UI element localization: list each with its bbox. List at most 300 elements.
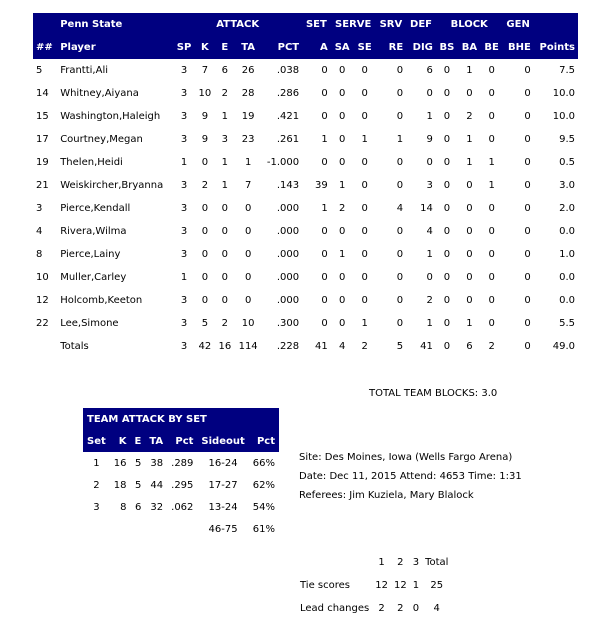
stat-cell: 3 bbox=[180, 134, 188, 145]
stat-cell: 0 bbox=[488, 111, 495, 122]
column-header: SE bbox=[354, 36, 376, 59]
stat-cell: 5.5 bbox=[559, 318, 575, 329]
stat-cell: 9 bbox=[426, 134, 433, 145]
attack-by-set-cell: 54% bbox=[252, 501, 275, 513]
stat-cell: 0 bbox=[339, 88, 346, 99]
player-name: Thelen,Heidi bbox=[60, 157, 123, 168]
stat-cell: 4 bbox=[426, 226, 433, 237]
stat-cell: 1 bbox=[221, 157, 229, 168]
attack-by-set-cell: 62% bbox=[252, 479, 275, 491]
tie-cell: 12 bbox=[393, 580, 407, 591]
stat-cell: 1 bbox=[361, 134, 368, 145]
stat-cell: 0 bbox=[339, 134, 346, 145]
stat-cell: 0 bbox=[201, 295, 209, 306]
stat-cell: .261 bbox=[276, 134, 300, 145]
stat-cell: 0 bbox=[524, 249, 531, 260]
stat-cell: 1 bbox=[321, 134, 328, 145]
player-name: Pierce,Lainy bbox=[60, 249, 121, 260]
stat-cell: 0 bbox=[443, 111, 451, 122]
stat-cell: 0 bbox=[201, 272, 209, 283]
stat-cell: 0 bbox=[361, 249, 368, 260]
tie-row bbox=[297, 574, 451, 597]
stat-cell: 0 bbox=[443, 180, 451, 191]
attack-by-set-cell: 17-27 bbox=[208, 479, 238, 491]
stat-cell: .300 bbox=[276, 318, 300, 329]
tie-cell: 12 bbox=[375, 580, 388, 591]
stat-cell: 0.5 bbox=[559, 157, 575, 168]
box-column-header-row bbox=[33, 36, 578, 59]
stat-cell: 1 bbox=[396, 134, 404, 145]
stat-cell: 0 bbox=[466, 249, 473, 260]
total-cell: 41 bbox=[314, 341, 328, 352]
stat-cell: 0 bbox=[361, 295, 368, 306]
stat-cell: 0 bbox=[466, 88, 473, 99]
stat-cell: 0 bbox=[201, 157, 209, 168]
stat-cell: 0 bbox=[361, 157, 368, 168]
stat-cell: 0 bbox=[443, 249, 451, 260]
stat-cell: 10 bbox=[36, 272, 49, 283]
total-cell: 42 bbox=[198, 341, 212, 352]
stat-cell: 0 bbox=[524, 88, 531, 99]
stat-cell: .421 bbox=[276, 111, 300, 122]
stat-cell: 0 bbox=[221, 203, 229, 214]
stat-cell: 3 bbox=[180, 65, 188, 76]
attack-by-set-cell: 16-24 bbox=[208, 457, 238, 469]
stat-cell: 0 bbox=[466, 226, 473, 237]
stat-cell: 26 bbox=[241, 65, 255, 76]
column-header: SP bbox=[173, 36, 195, 59]
attack-by-set-cell: 61% bbox=[252, 523, 275, 535]
stat-cell: 0 bbox=[221, 226, 229, 237]
attack-by-set-cell: 38 bbox=[150, 457, 164, 469]
totals-label: Totals bbox=[60, 341, 89, 352]
gen-group-header: GEN bbox=[503, 13, 534, 36]
stat-cell: 7 bbox=[244, 180, 252, 191]
stat-cell: .000 bbox=[276, 295, 300, 306]
stat-cell: 0 bbox=[244, 295, 252, 306]
column-header: RE bbox=[376, 36, 406, 59]
stat-cell: 1 bbox=[426, 111, 433, 122]
attack-by-set-row bbox=[83, 496, 279, 518]
stat-cell: 10 bbox=[198, 88, 212, 99]
stat-cell: 1 bbox=[426, 249, 433, 260]
attack-by-set-title-row bbox=[83, 408, 279, 430]
column-header: K bbox=[195, 36, 215, 59]
player-row bbox=[33, 243, 578, 266]
stat-cell: 3 bbox=[180, 226, 188, 237]
stat-cell: 22 bbox=[36, 318, 49, 329]
stat-cell: 19 bbox=[241, 111, 255, 122]
column-header: PCT bbox=[261, 36, 302, 59]
total-cell: .228 bbox=[276, 341, 300, 352]
stat-cell: 2 bbox=[221, 318, 229, 329]
stat-cell: 0 bbox=[321, 318, 328, 329]
attack-by-set-cell bbox=[83, 518, 110, 540]
total-cell: 0 bbox=[443, 341, 451, 352]
stat-cell: 0 bbox=[488, 88, 495, 99]
stat-cell: 0 bbox=[466, 295, 473, 306]
stat-cell: .000 bbox=[276, 226, 300, 237]
attack-by-set-cell: 46-75 bbox=[208, 523, 238, 535]
tie-column: Total bbox=[425, 557, 449, 568]
attack-by-set-column: K bbox=[110, 430, 131, 452]
stat-cell: 0 bbox=[201, 249, 209, 260]
tie-column: 1 bbox=[378, 557, 385, 568]
stat-cell: 2 bbox=[201, 180, 209, 191]
stat-cell: 0.0 bbox=[559, 272, 575, 283]
stat-cell: 0 bbox=[488, 203, 495, 214]
stat-cell: 14 bbox=[36, 88, 49, 99]
stat-cell: 0 bbox=[443, 318, 451, 329]
attack-by-set-cell: 66% bbox=[252, 457, 275, 469]
stat-cell: 0 bbox=[396, 249, 404, 260]
stat-cell: 0 bbox=[321, 111, 328, 122]
stat-cell: 14 bbox=[420, 203, 433, 214]
stat-cell: 0 bbox=[361, 272, 368, 283]
stat-cell: 7 bbox=[201, 65, 209, 76]
stat-cell: 0 bbox=[466, 203, 473, 214]
box-group-header-row bbox=[33, 13, 578, 36]
stat-cell: 1 bbox=[466, 134, 473, 145]
team-attack-by-set-table bbox=[83, 408, 279, 540]
stat-cell: 19 bbox=[36, 157, 49, 168]
stat-cell: 0 bbox=[396, 318, 404, 329]
stat-cell: 1 bbox=[339, 180, 346, 191]
stat-cell: 3 bbox=[180, 203, 188, 214]
total-cell: 16 bbox=[218, 341, 232, 352]
stat-cell: 1 bbox=[221, 180, 229, 191]
stat-cell: 3 bbox=[221, 134, 229, 145]
total-cell: 41 bbox=[420, 341, 433, 352]
set-group-header: SET bbox=[302, 13, 331, 36]
player-name: Pierce,Kendall bbox=[60, 203, 131, 214]
stat-cell: 9 bbox=[201, 111, 209, 122]
total-cell bbox=[33, 335, 57, 358]
stat-cell: 1 bbox=[466, 318, 473, 329]
stat-cell: 0 bbox=[524, 65, 531, 76]
stat-cell: 2 bbox=[466, 111, 473, 122]
attack-by-set-column: Pct bbox=[167, 430, 197, 452]
stat-cell: 2 bbox=[339, 203, 346, 214]
column-header: BA bbox=[458, 36, 481, 59]
stat-cell: 3 bbox=[180, 180, 188, 191]
stat-cell: 0 bbox=[339, 295, 346, 306]
attack-by-set-cell bbox=[131, 518, 146, 540]
player-row bbox=[33, 289, 578, 312]
stat-cell: 0 bbox=[396, 157, 404, 168]
player-name: Courtney,Megan bbox=[60, 134, 143, 145]
stat-cell: 3 bbox=[180, 318, 188, 329]
column-header: ## bbox=[33, 36, 57, 59]
stat-cell: 0 bbox=[339, 111, 346, 122]
stat-cell: 5 bbox=[36, 65, 43, 76]
stat-cell: 0 bbox=[488, 318, 495, 329]
stat-cell: 1 bbox=[321, 203, 328, 214]
attack-group-header: ATTACK bbox=[173, 13, 302, 36]
stat-cell: 1 bbox=[488, 157, 495, 168]
stat-cell: 0 bbox=[488, 249, 495, 260]
tie-body bbox=[297, 574, 451, 620]
player-row bbox=[33, 59, 578, 82]
attack-by-set-cell: .295 bbox=[171, 479, 194, 491]
column-header: BE bbox=[481, 36, 503, 59]
stat-cell: 0 bbox=[339, 226, 346, 237]
attack-by-set-cell: 13-24 bbox=[208, 501, 238, 513]
stat-cell: 8 bbox=[36, 249, 43, 260]
tie-row bbox=[297, 597, 451, 620]
tie-cell: 2 bbox=[378, 603, 385, 614]
stat-cell: 2.0 bbox=[559, 203, 575, 214]
stat-cell: 2 bbox=[221, 88, 229, 99]
player-row bbox=[33, 128, 578, 151]
attack-by-set-row bbox=[83, 452, 279, 474]
stat-cell: 0 bbox=[524, 180, 531, 191]
stat-cell: 0 bbox=[524, 226, 531, 237]
column-header: SA bbox=[331, 36, 354, 59]
site-info: Site: Des Moines, Iowa (Wells Fargo Arena) bbox=[299, 452, 513, 463]
stat-cell: 0 bbox=[443, 65, 451, 76]
total-cell: 49.0 bbox=[552, 341, 575, 352]
tie-cell: 4 bbox=[433, 603, 440, 614]
tie-column-row bbox=[297, 551, 451, 574]
attack-by-set-cell: 3 bbox=[93, 501, 100, 513]
stat-cell: 6 bbox=[221, 65, 229, 76]
total-cell: 5 bbox=[396, 341, 404, 352]
stat-cell: 1 bbox=[466, 157, 473, 168]
stat-cell: 0 bbox=[244, 272, 252, 283]
stat-cell: 0 bbox=[221, 295, 229, 306]
player-name: Lee,Simone bbox=[60, 318, 119, 329]
player-row bbox=[33, 312, 578, 335]
team-name-header: Penn State bbox=[57, 13, 173, 36]
stat-cell: 28 bbox=[241, 88, 255, 99]
column-header: E bbox=[215, 36, 235, 59]
block-group-header: BLOCK bbox=[436, 13, 503, 36]
stat-cell: 0 bbox=[321, 65, 328, 76]
stat-cell: 0.0 bbox=[559, 295, 575, 306]
attack-by-set-body bbox=[83, 452, 279, 540]
stat-cell: 0 bbox=[321, 157, 328, 168]
stat-cell: 0.0 bbox=[559, 226, 575, 237]
stat-cell: 1 bbox=[361, 318, 368, 329]
stat-cell: 10.0 bbox=[552, 111, 575, 122]
attack-by-set-column: Set bbox=[83, 430, 110, 452]
column-header: DIG bbox=[406, 36, 436, 59]
tie-column: 2 bbox=[397, 557, 404, 568]
stat-cell: 0 bbox=[244, 203, 252, 214]
stat-cell: 9 bbox=[201, 134, 209, 145]
stat-cell: 0 bbox=[321, 226, 328, 237]
attack-by-set-cell: 44 bbox=[150, 479, 164, 491]
player-row bbox=[33, 105, 578, 128]
player-name: Muller,Carley bbox=[60, 272, 127, 283]
stat-cell: 3 bbox=[426, 180, 433, 191]
attack-by-set-cell: 16 bbox=[113, 457, 127, 469]
referees-info: Referees: Jim Kuziela, Mary Blalock bbox=[299, 490, 474, 501]
stat-cell: 1 bbox=[488, 180, 495, 191]
stat-cell: 1 bbox=[339, 249, 346, 260]
stat-cell: 0 bbox=[396, 111, 404, 122]
attack-by-set-row bbox=[83, 518, 279, 540]
stat-cell: 1 bbox=[180, 157, 188, 168]
stat-cell: 0 bbox=[488, 134, 495, 145]
total-cell: 6 bbox=[466, 341, 473, 352]
stat-cell: 5 bbox=[201, 318, 209, 329]
player-row bbox=[33, 82, 578, 105]
stat-cell: 21 bbox=[36, 180, 49, 191]
tie-cell: 25 bbox=[430, 580, 444, 591]
attack-by-set-column: Pct bbox=[249, 430, 279, 452]
stat-cell: 39 bbox=[314, 180, 328, 191]
stat-cell: 1 bbox=[180, 272, 188, 283]
group-blank bbox=[33, 13, 57, 36]
attack-by-set-cell bbox=[110, 518, 131, 540]
stat-cell: 0 bbox=[321, 295, 328, 306]
column-header: Player bbox=[57, 36, 173, 59]
stat-cell: 7.5 bbox=[559, 65, 575, 76]
stat-cell: 0 bbox=[443, 295, 451, 306]
stat-cell: 0 bbox=[426, 157, 433, 168]
stat-cell: 3 bbox=[180, 249, 188, 260]
stat-cell: 1 bbox=[466, 65, 473, 76]
stat-cell: 0 bbox=[321, 272, 328, 283]
stat-cell: 1.0 bbox=[559, 249, 575, 260]
stat-cell: 0 bbox=[466, 180, 473, 191]
stat-cell: 15 bbox=[36, 111, 49, 122]
box-body bbox=[33, 59, 578, 358]
total-cell: 114 bbox=[238, 341, 258, 352]
stat-cell: 0 bbox=[339, 272, 346, 283]
stat-cell: 0 bbox=[201, 203, 209, 214]
stat-cell: 3 bbox=[180, 111, 188, 122]
column-header: A bbox=[302, 36, 331, 59]
stat-cell: 0 bbox=[443, 203, 451, 214]
stat-cell: 4 bbox=[36, 226, 43, 237]
player-name: Holcomb,Keeton bbox=[60, 295, 143, 306]
stat-cell: .143 bbox=[276, 180, 300, 191]
stat-cell: 10.0 bbox=[552, 88, 575, 99]
stat-cell: .038 bbox=[276, 65, 300, 76]
stat-cell: 2 bbox=[426, 295, 433, 306]
stat-cell: 0 bbox=[488, 272, 495, 283]
stat-cell: 0 bbox=[443, 88, 451, 99]
stat-cell: 0 bbox=[524, 157, 531, 168]
player-name: Frantti,Ali bbox=[60, 65, 109, 76]
stat-cell: 0 bbox=[524, 272, 531, 283]
totals-row bbox=[33, 335, 578, 358]
stat-cell: 3 bbox=[36, 203, 43, 214]
attack-by-set-column-row bbox=[83, 430, 279, 452]
total-cell: 3 bbox=[180, 341, 188, 352]
stat-cell: 0 bbox=[524, 111, 531, 122]
stat-cell: 0 bbox=[488, 295, 495, 306]
stat-cell: 0 bbox=[361, 65, 368, 76]
stat-cell: .000 bbox=[276, 272, 300, 283]
total-team-blocks: TOTAL TEAM BLOCKS: 3.0 bbox=[369, 388, 498, 399]
stat-cell: 0 bbox=[361, 180, 368, 191]
stat-cell: 6 bbox=[426, 65, 433, 76]
stat-cell: 0 bbox=[488, 226, 495, 237]
attack-by-set-row bbox=[83, 474, 279, 496]
stat-cell: 3 bbox=[180, 295, 188, 306]
stat-cell: .000 bbox=[276, 203, 300, 214]
player-row bbox=[33, 174, 578, 197]
stat-cell: 0 bbox=[396, 295, 404, 306]
column-header: BS bbox=[436, 36, 458, 59]
stat-cell: -1.000 bbox=[266, 157, 300, 168]
stat-cell: .000 bbox=[276, 249, 300, 260]
stat-cell: 0 bbox=[396, 88, 404, 99]
stat-cell: 0 bbox=[201, 226, 209, 237]
attack-by-set-cell: .062 bbox=[171, 501, 194, 513]
stat-cell: 1 bbox=[426, 318, 433, 329]
stat-cell: 0 bbox=[221, 272, 229, 283]
stat-cell: 0 bbox=[339, 157, 346, 168]
stat-cell: 23 bbox=[241, 134, 255, 145]
attack-by-set-column: E bbox=[131, 430, 146, 452]
stat-cell: 0 bbox=[396, 226, 404, 237]
attack-by-set-cell: 32 bbox=[150, 501, 164, 513]
stat-cell: 0 bbox=[361, 111, 368, 122]
tie-cell: 2 bbox=[397, 603, 404, 614]
attack-by-set-cell bbox=[167, 518, 197, 540]
stat-cell: 0 bbox=[443, 226, 451, 237]
total-cell: 2 bbox=[488, 341, 495, 352]
stat-cell: 3.0 bbox=[559, 180, 575, 191]
stat-cell: 9.5 bbox=[559, 134, 575, 145]
stat-cell: 0 bbox=[339, 318, 346, 329]
stat-cell: 0 bbox=[524, 203, 531, 214]
serve-group-header: SERVE bbox=[331, 13, 376, 36]
stat-cell: 0 bbox=[361, 226, 368, 237]
attack-by-set-column: TA bbox=[145, 430, 167, 452]
stat-cell: 0 bbox=[524, 134, 531, 145]
tie-column: 3 bbox=[412, 557, 420, 568]
box-score-table bbox=[33, 13, 578, 358]
attack-by-set-cell: .289 bbox=[171, 457, 194, 469]
tie-scores-table bbox=[297, 551, 451, 620]
stat-cell: 0 bbox=[524, 295, 531, 306]
date-info: Date: Dec 11, 2015 Attend: 4653 Time: 1:31 bbox=[299, 471, 522, 482]
stat-cell: 0 bbox=[396, 65, 404, 76]
stat-cell: 4 bbox=[396, 203, 404, 214]
attack-by-set-cell: 18 bbox=[113, 479, 127, 491]
stat-cell: 17 bbox=[36, 134, 49, 145]
stat-cell: 1 bbox=[244, 157, 252, 168]
stat-cell: 0 bbox=[396, 180, 404, 191]
stat-cell: 0 bbox=[488, 65, 495, 76]
def-group-header: DEF bbox=[406, 13, 436, 36]
group-blank-end bbox=[534, 13, 578, 36]
column-header: TA bbox=[235, 36, 262, 59]
stat-cell: 10 bbox=[241, 318, 255, 329]
stat-cell: 0 bbox=[321, 88, 328, 99]
attack-by-set-cell: 1 bbox=[93, 457, 100, 469]
srv-group-header: SRV bbox=[376, 13, 406, 36]
player-name: Weiskircher,Bryanna bbox=[60, 180, 164, 191]
stat-cell: 0 bbox=[361, 203, 368, 214]
column-header: BHE bbox=[503, 36, 534, 59]
player-row bbox=[33, 266, 578, 289]
stat-cell: 0 bbox=[426, 88, 433, 99]
stat-cell: 0 bbox=[244, 226, 252, 237]
player-row bbox=[33, 220, 578, 243]
tie-label: Lead changes bbox=[300, 603, 370, 614]
stat-cell: 0 bbox=[524, 318, 531, 329]
tie-cell: 1 bbox=[412, 580, 420, 591]
total-cell: 4 bbox=[339, 341, 346, 352]
stat-cell: 0 bbox=[244, 249, 252, 260]
